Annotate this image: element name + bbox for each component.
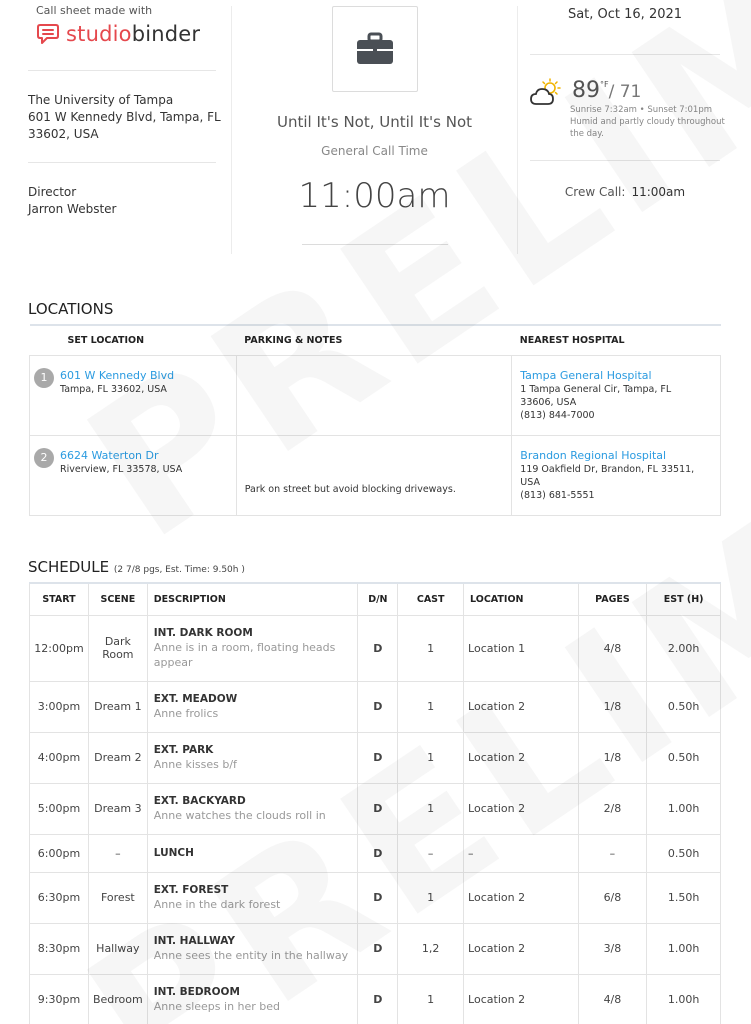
description: INT. DARK ROOM Anne is in a room, floating heads appear — [147, 615, 358, 681]
scene: Dark Room — [88, 615, 147, 681]
day-night: D — [358, 923, 398, 974]
hospital-link[interactable]: Tampa General Hospital — [520, 368, 652, 382]
location-number-badge: 2 — [34, 448, 54, 468]
schedule-header-row — [30, 583, 721, 615]
locations-table — [29, 324, 721, 516]
day-night: D — [358, 872, 398, 923]
schedule-summary: (2 7/8 pgs, Est. Time: 9.50h ) — [113, 565, 245, 575]
pages: 2/8 — [578, 783, 647, 834]
parking-notes — [236, 355, 512, 435]
call-sheet-header — [0, 0, 751, 260]
hospital-cell — [512, 355, 721, 435]
general-call-label: General Call Time — [321, 144, 428, 158]
general-call-time: 11:00am — [298, 176, 451, 216]
col-header-start: START — [30, 583, 89, 615]
location: – — [464, 834, 578, 872]
col-header-est: EST (H) — [647, 583, 721, 615]
estimate: 1.00h — [647, 783, 721, 834]
start-time: 4:00pm — [30, 732, 89, 783]
location: Location 2 — [464, 783, 578, 834]
location-city: Riverview, FL 33578, USA — [60, 463, 183, 475]
cast: – — [398, 834, 464, 872]
divider — [28, 70, 216, 71]
production-address: The University of Tampa 601 W Kennedy Blvd, Tampa, FL 33602, USA — [28, 93, 221, 141]
scene: Dream 3 — [88, 783, 147, 834]
schedule-table — [29, 582, 721, 1024]
start-time: 3:00pm — [30, 681, 89, 732]
day-night: D — [358, 615, 398, 681]
pages: – — [578, 834, 647, 872]
hospital-phone: (813) 844-7000 — [520, 409, 595, 421]
scene: Dream 1 — [88, 681, 147, 732]
description: EXT. BACKYARD Anne watches the clouds roll in — [147, 783, 358, 834]
parking-notes: Park on street but avoid blocking driveways. — [236, 435, 512, 515]
col-header-location: LOCATION — [464, 583, 578, 615]
director-info: Director Jarron Webster — [28, 185, 117, 216]
col-header-scene: SCENE — [88, 583, 147, 615]
cast: 1 — [398, 974, 464, 1024]
divider — [530, 160, 720, 161]
pages: 4/8 — [578, 974, 647, 1024]
estimate: 0.50h — [647, 681, 721, 732]
schedule-row — [30, 615, 721, 681]
location-city: Tampa, FL 33602, USA — [60, 383, 167, 395]
schedule-row — [30, 923, 721, 974]
start-time: 9:30pm — [30, 974, 89, 1024]
start-time: 12:00pm — [30, 615, 89, 681]
schedule-row — [30, 872, 721, 923]
weather-detail: Sunrise 7:32am • Sunset 7:01pm Humid and partly cloudy throughout the day. — [570, 105, 725, 139]
scene: Forest — [88, 872, 147, 923]
set-location-cell — [30, 435, 237, 515]
description: LUNCH — [147, 834, 358, 872]
chat-bubble-icon — [36, 22, 60, 46]
briefcase-icon — [355, 32, 395, 66]
hospital-address: USA — [520, 476, 540, 488]
cast: 1 — [398, 681, 464, 732]
day-night: D — [358, 732, 398, 783]
description: EXT. MEADOW Anne frolics — [147, 681, 358, 732]
divider — [530, 54, 720, 55]
divider — [28, 162, 216, 163]
hospital-cell — [512, 435, 721, 515]
estimate: 0.50h — [647, 732, 721, 783]
hospital-address: 119 Oakfield Dr, Brandon, FL 33511, — [520, 463, 695, 475]
cast: 1 — [398, 615, 464, 681]
set-location-cell — [30, 355, 237, 435]
hospital-address: 33606, USA — [520, 396, 577, 408]
cast: 1 — [398, 732, 464, 783]
description: INT. BEDROOM Anne sleeps in her bed — [147, 974, 358, 1024]
studiobinder-logo[interactable] — [36, 22, 200, 46]
location-row — [30, 435, 721, 515]
location: Location 2 — [464, 974, 578, 1024]
estimate: 1.00h — [647, 923, 721, 974]
pages: 1/8 — [578, 732, 647, 783]
scene: Hallway — [88, 923, 147, 974]
col-header-pages: PAGES — [578, 583, 647, 615]
cast: 1 — [398, 783, 464, 834]
location-row — [30, 355, 721, 435]
description: INT. HALLWAY Anne sees the entity in the hallway — [147, 923, 358, 974]
scene: Bedroom — [88, 974, 147, 1024]
project-title: Until It's Not, Until It's Not — [276, 113, 473, 131]
col-header-hospital: NEAREST HOSPITAL — [512, 325, 721, 355]
col-header-dn: D/N — [358, 583, 398, 615]
day-night: D — [358, 681, 398, 732]
location: Location 2 — [464, 923, 578, 974]
description: EXT. PARK Anne kisses b/f — [147, 732, 358, 783]
start-time: 6:00pm — [30, 834, 89, 872]
cast: 1,2 — [398, 923, 464, 974]
location: Location 2 — [464, 872, 578, 923]
estimate: 1.50h — [647, 872, 721, 923]
location-link[interactable]: 601 W Kennedy Blvd — [60, 368, 175, 382]
hospital-link[interactable]: Brandon Regional Hospital — [520, 448, 667, 462]
pages: 3/8 — [578, 923, 647, 974]
day-night: D — [358, 834, 398, 872]
estimate: 0.50h — [647, 834, 721, 872]
scene: Dream 2 — [88, 732, 147, 783]
day-night: D — [358, 783, 398, 834]
col-header-description: DESCRIPTION — [147, 583, 358, 615]
crew-call: Crew Call: 11:00am — [564, 185, 686, 199]
cast: 1 — [398, 872, 464, 923]
schedule-row — [30, 783, 721, 834]
schedule-row — [30, 732, 721, 783]
made-with-label: Call sheet made with — [36, 4, 153, 17]
location: Location 1 — [464, 615, 578, 681]
schedule-row — [30, 681, 721, 732]
col-header-parking: PARKING & NOTES — [236, 325, 512, 355]
pages: 4/8 — [578, 615, 647, 681]
col-header-set-location: SET LOCATION — [30, 325, 237, 355]
shoot-date: Sat, Oct 16, 2021 — [567, 7, 683, 22]
start-time: 5:00pm — [30, 783, 89, 834]
description: EXT. FOREST Anne in the dark forest — [147, 872, 358, 923]
hospital-phone: (813) 681-5551 — [520, 489, 595, 501]
locations-heading: LOCATIONS — [28, 300, 114, 318]
pages: 6/8 — [578, 872, 647, 923]
schedule-heading: SCHEDULE (2 7/8 pgs, Est. Time: 9.50h ) — [28, 558, 245, 576]
location: Location 2 — [464, 732, 578, 783]
start-time: 8:30pm — [30, 923, 89, 974]
estimate: 1.00h — [647, 974, 721, 1024]
location-number-badge: 1 — [34, 368, 54, 388]
pages: 1/8 — [578, 681, 647, 732]
hospital-address: 1 Tampa General Cir, Tampa, FL — [520, 383, 672, 395]
column-divider — [517, 6, 518, 254]
partly-cloudy-icon — [530, 78, 564, 108]
location-link[interactable]: 6624 Waterton Dr — [60, 448, 159, 462]
divider — [302, 244, 448, 245]
project-logo-box — [332, 6, 418, 92]
temperature: $89^{^\circ F}/$ 71 — [572, 78, 642, 103]
location: Location 2 — [464, 681, 578, 732]
logo-wordmark: studiobinder — [66, 22, 201, 46]
col-header-cast: CAST — [398, 583, 464, 615]
start-time: 6:30pm — [30, 872, 89, 923]
estimate: 2.00h — [647, 615, 721, 681]
schedule-row — [30, 834, 721, 872]
day-night: D — [358, 974, 398, 1024]
scene: – — [88, 834, 147, 872]
schedule-row — [30, 974, 721, 1024]
